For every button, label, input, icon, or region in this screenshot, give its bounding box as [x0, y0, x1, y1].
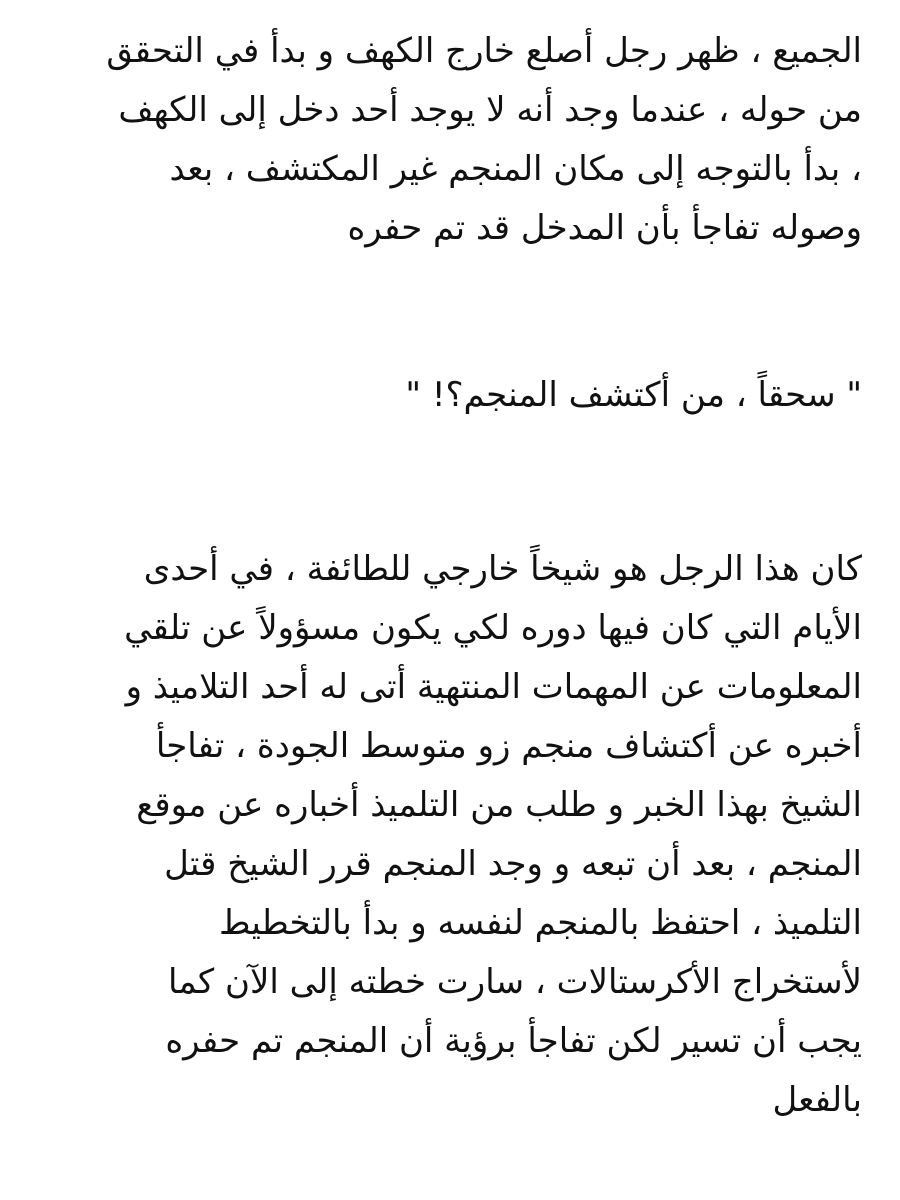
text-line: التلميذ ، احتفظ بالمنجم لنفسه و بدأ بالتخطيط	[219, 903, 862, 943]
paragraph-narration-2	[38, 540, 862, 1130]
text-line: وصوله تفاجأ بأن المدخل قد تم حفره	[347, 208, 862, 248]
text-line: بالفعل	[772, 1080, 862, 1120]
text-line: الأيام التي كان فيها دوره لكي يكون مسؤولاً عن تلقي	[124, 608, 862, 648]
text-line: الجميع ، ظهر رجل أصلع خارج الكهف و بدأ في التحقق	[106, 31, 862, 71]
text-line: المعلومات عن المهمات المنتهية أتى له أحد التلاميذ و	[125, 667, 862, 707]
text-line: المنجم ، بعد أن تبعه و وجد المنجم قرر الشيخ قتل	[164, 844, 862, 884]
text-line: أخبره عن أكتشاف منجم زو متوسط الجودة ، تفاجأ	[155, 726, 862, 766]
text-line: من حوله ، عندما وجد أنه لا يوجد أحد دخل إلى الكهف	[118, 90, 862, 130]
paragraph-dialogue	[38, 366, 862, 425]
text-line: كان هذا الرجل هو شيخاً خارجي للطائفة ، في أحدى	[143, 549, 862, 589]
paragraph-narration-1	[38, 22, 862, 258]
text-line: الشيخ بهذا الخبر و طلب من التلميذ أخباره عن موقع	[136, 785, 862, 825]
text-line: " سحقاً ، من أكتشف المنجم؟! "	[405, 375, 862, 415]
text-line: لأستخراج الأكرستالات ، سارت خطته إلى الآن كما	[168, 962, 862, 1002]
text-line: ، بدأ بالتوجه إلى مكان المنجم غير المكتشف ، بعد	[169, 149, 862, 189]
text-line: يجب أن تسير لكن تفاجأ برؤية أن المنجم تم حفره	[165, 1021, 862, 1061]
